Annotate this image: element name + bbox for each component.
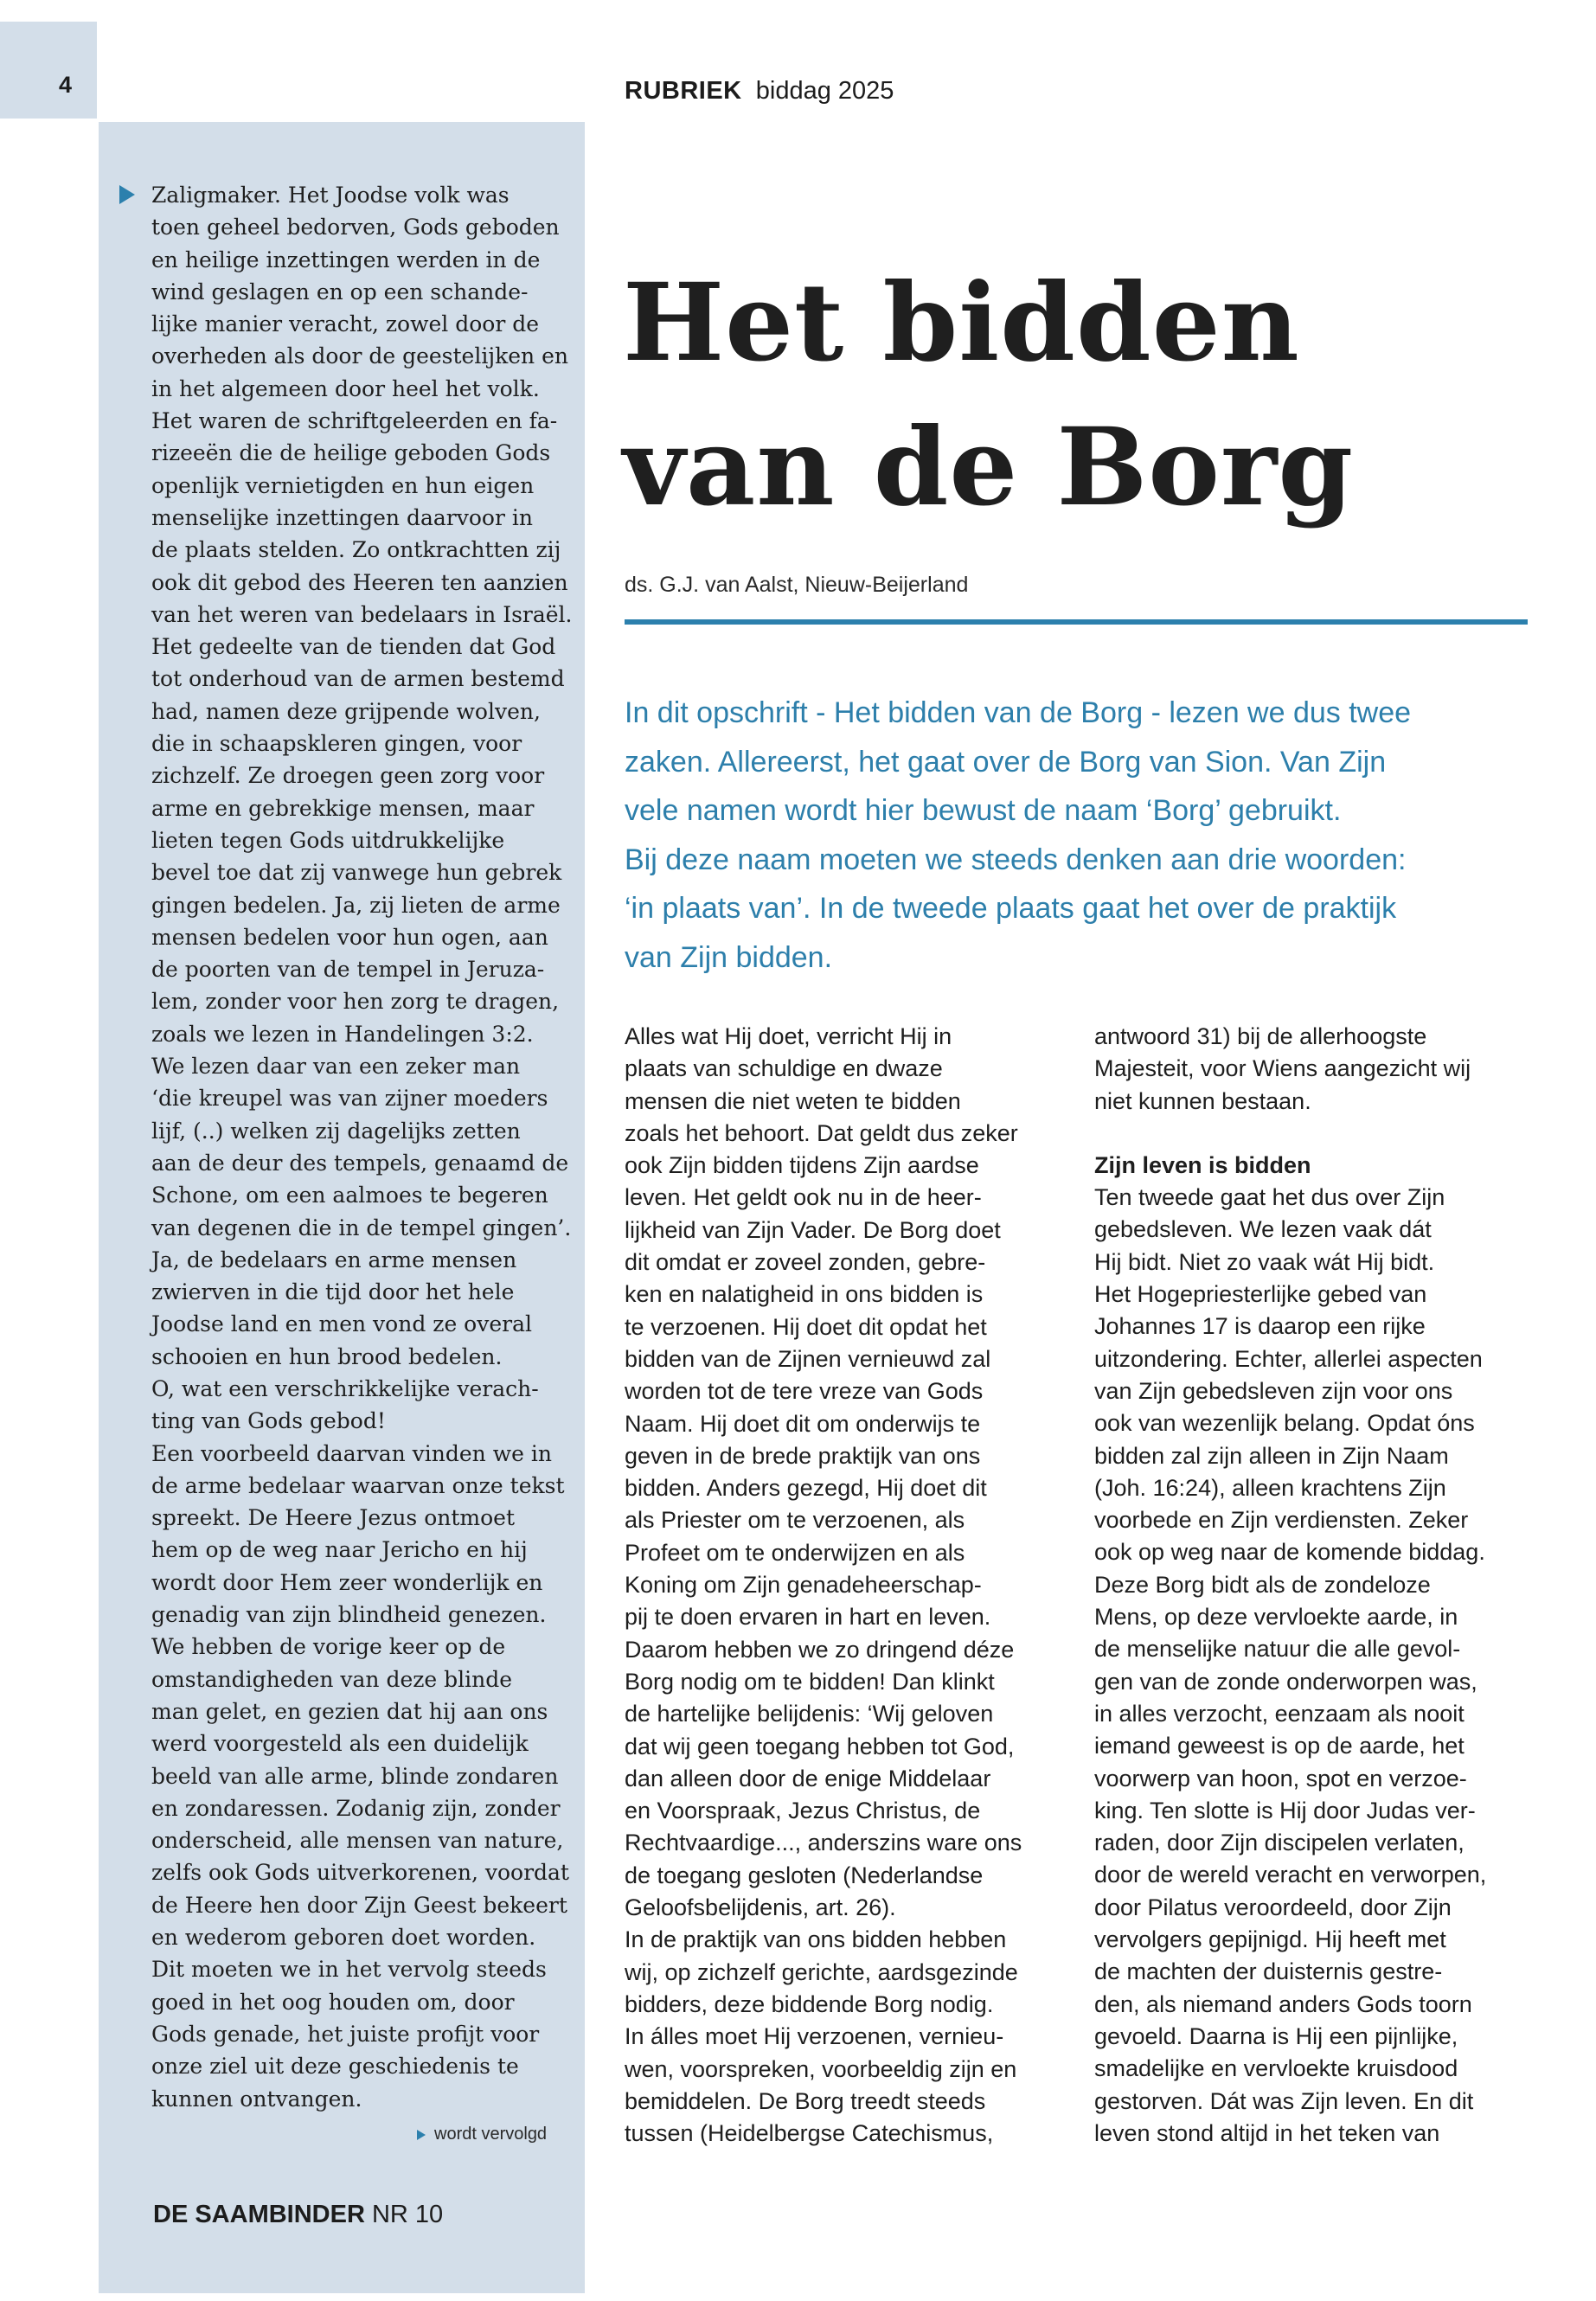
sidebar-line: O, wat een verschrikkelijke verach-: [151, 1375, 539, 1401]
sidebar-line: schooien en hun brood bedelen.: [151, 1343, 503, 1369]
sidebar-line: en wederom geboren doet worden.: [151, 1925, 536, 1951]
body-line: Geloofsbelijdenis, art. 26).: [625, 1894, 896, 1921]
body-line: gevoeld. Daarna is Hij een pijnlijke,: [1094, 2022, 1458, 2049]
footer: [153, 2201, 443, 2229]
sidebar-line: Schone, om een aalmoes te begeren: [151, 1183, 548, 1208]
sidebar-line: Joodse land en men vond ze overal: [151, 1311, 533, 1337]
intro-line: ‘in plaats van’. In de tweede plaats gaat het over de praktijk: [625, 892, 1397, 925]
sidebar-line: en zondaressen. Zodanig zijn, zonder: [151, 1795, 561, 1821]
body-line: zoals het behoort. Dat geldt dus zeker: [625, 1119, 1018, 1146]
sidebar-line: overheden als door de geestelijken en: [151, 343, 568, 369]
body-line: plaats van schuldige en dwaze: [625, 1055, 943, 1082]
body-line: antwoord 31) bij de allerhoogste: [1094, 1023, 1427, 1049]
body-line: ook op weg naar de komende biddag.: [1094, 1539, 1485, 1566]
body-line: en Voorspraak, Jezus Christus, de: [625, 1798, 981, 1824]
sidebar-line: die in schaapskleren gingen, voor: [151, 731, 522, 757]
sidebar-line: toen geheel bedorven, Gods geboden: [151, 215, 560, 240]
sidebar-line: ‘die kreupel was van zijner moeders: [151, 1086, 548, 1112]
sidebar-line: wordt door Hem zeer wonderlijk en: [151, 1569, 543, 1595]
body-line: uitzondering. Echter, allerlei aspecten: [1094, 1345, 1483, 1372]
title-divider: [625, 619, 1528, 625]
body-line: ook Zijn bidden tijdens Zijn aardse: [625, 1152, 979, 1179]
sidebar-line: ting van Gods gebod!: [151, 1408, 386, 1434]
body-line: mensen die niet weten te bidden: [625, 1087, 961, 1114]
body-line: gestorven. Dát was Zijn leven. En dit: [1094, 2087, 1474, 2114]
body-line: Profeet om te onderwijzen en als: [625, 1539, 965, 1566]
body-line: wij, op zichzelf gerichte, aardsgezinde: [625, 1958, 1018, 1985]
body-line: door Pilatus veroordeeld, door Zijn: [1094, 1894, 1452, 1920]
body-line: niet kunnen bestaan.: [1094, 1087, 1311, 1114]
sidebar-line: We lezen daar van een zeker man: [151, 1054, 521, 1080]
body-line: de toegang gesloten (Nederlandse: [625, 1862, 984, 1888]
body-line: den, als niemand anders Gods toorn: [1094, 1990, 1472, 2017]
rubric-label: RUBRIEK: [625, 77, 742, 105]
sidebar-line: wind geslagen en op een schande-: [151, 279, 529, 304]
sidebar-line: genadig van zijn blindheid genezen.: [151, 1602, 547, 1628]
body-line: worden tot de tere vreze van Gods: [625, 1378, 984, 1405]
sidebar-line: rizeeën die de heilige geboden Gods: [151, 440, 551, 466]
sidebar-line: openlijk vernietigden en hun eigen: [151, 472, 535, 498]
sidebar-line: gingen bedelen. Ja, zij lieten de arme: [151, 892, 561, 918]
sidebar-line: onze ziel uit deze geschiedenis te: [151, 2054, 519, 2080]
body-line: bidders, deze biddende Borg nodig.: [625, 1990, 994, 2017]
body-line: iemand geweest is op de aarde, het: [1094, 1733, 1465, 1759]
body-line: ook van wezenlijk belang. Opdat óns: [1094, 1410, 1475, 1437]
sidebar-line: de poorten van de tempel in Jeruza-: [151, 957, 545, 983]
sidebar-line: omstandigheden van deze blinde: [151, 1666, 513, 1692]
rubric-header: [625, 77, 894, 106]
to-be-continued-label: wordt vervolgd: [434, 2125, 548, 2144]
body-line: Rechtvaardige..., anderszins ware ons: [625, 1830, 1022, 1856]
body-line: door de wereld veracht en verworpen,: [1094, 1862, 1487, 1888]
sidebar-line: de Heere hen door Zijn Geest bekeert: [151, 1892, 567, 1918]
triangle-right-icon: [417, 2130, 426, 2140]
sidebar-line: zoals we lezen in Handelingen 3:2.: [151, 1021, 534, 1047]
body-line: lijkheid van Zijn Vader. De Borg doet: [625, 1216, 1001, 1243]
body-line: (Joh. 16:24), alleen krachtens Zijn: [1094, 1474, 1446, 1501]
body-line: Majesteit, voor Wiens aangezicht wij: [1094, 1055, 1471, 1082]
body-line: Naam. Hij doet dit om onderwijs te: [625, 1410, 981, 1437]
body-line: in alles verzocht, eenzaam als nooit: [1094, 1700, 1465, 1727]
body-line: bidden van de Zijnen vernieuwd zal: [625, 1345, 991, 1372]
article-column-1: [625, 1021, 1057, 2150]
body-line: te verzoenen. Hij doet dit opdat het: [625, 1313, 987, 1340]
body-line: Alles wat Hij doet, verricht Hij in: [625, 1023, 952, 1049]
sidebar-line: hem op de weg naar Jericho en hij: [151, 1537, 528, 1563]
sidebar-line: Een voorbeeld daarvan vinden we in: [151, 1440, 552, 1466]
body-line: leven stond altijd in het teken van: [1094, 2119, 1440, 2146]
body-line: Johannes 17 is daarop een rijke: [1094, 1313, 1426, 1340]
sidebar-line: had, namen deze grijpende wolven,: [151, 698, 541, 724]
sidebar-line: Ja, de bedelaars en arme mensen: [151, 1247, 517, 1272]
column-2-body: [1094, 1182, 1535, 2150]
intro-line: In dit opschrift - Het bidden van de Borg - lezen we dus twee: [625, 696, 1412, 729]
body-line: Deze Borg bidt als de zondeloze: [1094, 1571, 1431, 1598]
sidebar-line: van het weren van bedelaars in Israël.: [151, 601, 573, 627]
body-line: In álles moet Hij verzoenen, vernieu-: [625, 2023, 1004, 2050]
article-title: [623, 251, 1574, 540]
column-2-continuation: [1094, 1021, 1535, 1118]
page-number-box: [0, 22, 97, 119]
sidebar-line: Het waren de schriftgeleerden en fa-: [151, 408, 558, 434]
body-line: dan alleen door de enige Middelaar: [625, 1765, 991, 1791]
sidebar-line: zelfs ook Gods uitverkorenen, voordat: [151, 1860, 569, 1886]
article-intro: [625, 689, 1542, 982]
continuation-arrow-icon: [119, 185, 135, 204]
sidebar-line: menselijke inzettingen daarvoor in: [151, 504, 533, 530]
sidebar-line: goed in het oog houden om, door: [151, 1989, 515, 2015]
sidebar-line: werd voorgesteld als een duidelijk: [151, 1731, 529, 1757]
sidebar-line: mensen bedelen voor hun ogen, aan: [151, 924, 548, 950]
rubric-subtitle: biddag 2025: [755, 77, 894, 105]
body-line: Koning om Zijn genadeheerschap-: [625, 1572, 982, 1599]
intro-line: vele namen wordt hier bewust de naam ‘Borg’ gebruikt.: [625, 794, 1342, 827]
sidebar-line: Gods genade, het juiste profijt voor: [151, 2021, 540, 2047]
body-line: pij te doen ervaren in hart en leven.: [625, 1604, 991, 1631]
article-column-2: [1094, 1021, 1535, 2150]
sidebar-line: lijke manier veracht, zowel door de: [151, 311, 540, 337]
sidebar-line: beeld van alle arme, blinde zondaren: [151, 1763, 559, 1789]
sidebar-line: onderscheid, alle mensen van nature,: [151, 1828, 564, 1854]
body-line: bidden zal zijn alleen in Zijn Naam: [1094, 1442, 1449, 1469]
body-line: bemiddelen. De Borg treedt steeds: [625, 2087, 986, 2114]
issue-number: NR 10: [371, 2201, 444, 2228]
sidebar-line: lieten tegen Gods uitdrukkelijke: [151, 827, 505, 853]
body-line: de machten der duisternis gestre-: [1094, 1958, 1443, 1985]
intro-line: zaken. Allereerst, het gaat over de Borg van Sion. Van Zijn: [625, 745, 1387, 779]
sidebar-line: Het gedeelte van de tienden dat God: [151, 634, 556, 660]
body-line: dat wij geen toegang hebben tot God,: [625, 1733, 1015, 1759]
sidebar-line: man gelet, en gezien dat hij aan ons: [151, 1698, 548, 1724]
body-line: Hij bidt. Niet zo vaak wát Hij bidt.: [1094, 1248, 1435, 1275]
body-line: raden, door Zijn discipelen verlaten,: [1094, 1830, 1465, 1856]
sidebar-line: ook dit gebod des Heeren ten aanzien: [151, 569, 568, 595]
body-line: geven in de brede praktijk van ons: [625, 1442, 981, 1469]
body-line: Ten tweede gaat het dus over Zijn: [1094, 1184, 1445, 1211]
sidebar-line: zichzelf. Ze droegen geen zorg voor: [151, 763, 545, 789]
body-line: de menselijke natuur die alle gevol-: [1094, 1636, 1461, 1663]
sidebar-line: Dit moeten we in het vervolg steeds: [151, 1957, 547, 1983]
page-number: 4: [59, 72, 73, 98]
sidebar-line: zwierven in die tijd door het hele: [151, 1279, 515, 1305]
sidebar-line: We hebben de vorige keer op de: [151, 1634, 506, 1660]
body-line: leven. Het geldt ook nu in de heer-: [625, 1184, 982, 1211]
sidebar-line: arme en gebrekkige mensen, maar: [151, 795, 535, 821]
to-be-continued: [417, 2125, 547, 2144]
body-line: king. Ten slotte is Hij door Judas ver-: [1094, 1797, 1476, 1823]
body-line: Het Hogepriesterlijke gebed van: [1094, 1281, 1427, 1308]
body-line: van Zijn gebedsleven zijn voor ons: [1094, 1377, 1453, 1404]
sidebar-line: en heilige inzettingen werden in de: [151, 247, 541, 272]
sidebar-line: de arme bedelaar waarvan onze tekst: [151, 1472, 565, 1498]
body-line: vervolgers gepijnigd. Hij heeft met: [1094, 1926, 1446, 1953]
body-line: gen van de zonde onderworpen was,: [1094, 1668, 1477, 1695]
body-line: als Priester om te verzoenen, als: [625, 1507, 965, 1534]
sidebar-line: bevel toe dat zij vanwege hun gebrek: [151, 860, 562, 886]
sidebar-text: [151, 179, 575, 2115]
body-line: Daarom hebben we zo dringend déze: [625, 1636, 1015, 1663]
body-line: tussen (Heidelbergse Catechismus,: [625, 2120, 994, 2147]
body-line: gebedsleven. We lezen vaak dát: [1094, 1216, 1432, 1243]
title-line: van de Borg: [623, 405, 1355, 530]
title-line: Het bidden: [623, 260, 1300, 386]
subheading: Zijn leven is bidden: [1094, 1151, 1311, 1178]
intro-line: Bij deze naam moeten we steeds denken aan drie woorden:: [625, 843, 1407, 876]
body-line: de hartelijke belijdenis: ‘Wij geloven: [625, 1701, 994, 1727]
sidebar-line: van degenen die in de tempel gingen’.: [151, 1215, 572, 1240]
sidebar-line: spreekt. De Heere Jezus ontmoet: [151, 1505, 515, 1531]
intro-line: van Zijn bidden.: [625, 940, 833, 974]
sidebar-line: de plaats stelden. Zo ontkrachtten zij: [151, 537, 561, 563]
body-line: In de praktijk van ons bidden hebben: [625, 1926, 1007, 1953]
body-line: Borg nodig om te bidden! Dan klinkt: [625, 1668, 995, 1695]
sidebar-line: lijf, (..) welken zij dagelijks zetten: [151, 1118, 521, 1144]
sidebar-line: kunnen ontvangen.: [151, 2086, 362, 2112]
sidebar-line: lem, zonder voor hen zorg te dragen,: [151, 989, 560, 1015]
body-line: smadelijke en vervloekte kruisdood: [1094, 2055, 1458, 2082]
paragraph-spacer: [1094, 1118, 1535, 1150]
body-line: ken en nalatigheid in ons bidden is: [625, 1281, 984, 1308]
body-line: dit omdat er zoveel zonden, gebre-: [625, 1249, 986, 1276]
sidebar-line: Zaligmaker. Het Joodse volk was: [151, 183, 510, 208]
body-line: wen, voorspreken, voorbeeldig zijn en: [625, 2055, 1017, 2082]
sidebar-line: aan de deur des tempels, genaamd de: [151, 1150, 569, 1176]
body-line: voorwerp van hoon, spot en verzoe-: [1094, 1765, 1467, 1791]
body-line: bidden. Anders gezegd, Hij doet dit: [625, 1475, 987, 1502]
body-line: Mens, op deze vervloekte aarde, in: [1094, 1604, 1458, 1631]
publication-name: DE SAAMBINDER: [153, 2201, 365, 2228]
sidebar-line: tot onderhoud van de armen bestemd: [151, 666, 565, 692]
body-line: voorbede en Zijn verdiensten. Zeker: [1094, 1507, 1469, 1534]
article-author: ds. G.J. van Aalst, Nieuw-Beijerland: [625, 573, 969, 597]
sidebar-line: in het algemeen door heel het volk.: [151, 375, 540, 401]
